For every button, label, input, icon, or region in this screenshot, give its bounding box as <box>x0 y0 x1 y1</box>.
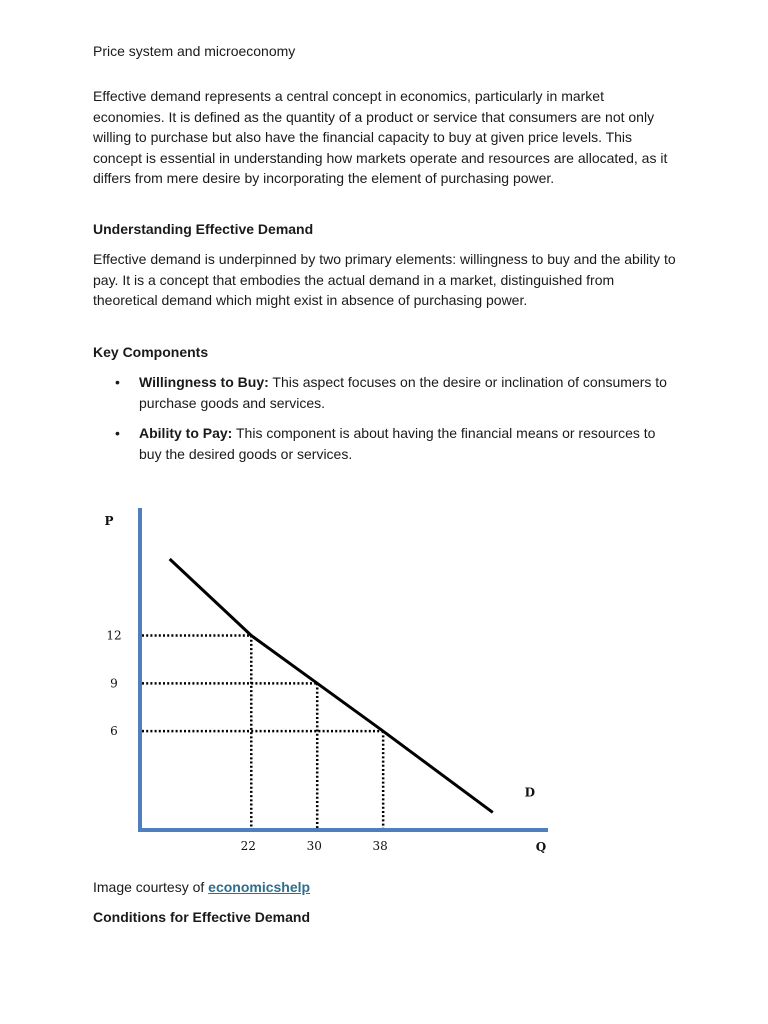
demand-curve <box>170 559 493 812</box>
guide-lines <box>142 636 383 828</box>
economicshelp-link[interactable]: economicshelp <box>208 879 311 895</box>
section-heading-understanding: Understanding Effective Demand <box>93 221 314 237</box>
bullet-icon: • <box>115 425 120 442</box>
y-tick-label: 12 <box>106 628 122 643</box>
x-tick-label: 38 <box>372 839 388 853</box>
x-tick-label: 30 <box>306 839 322 853</box>
bullet-icon: • <box>115 374 120 390</box>
understanding-paragraph: Effective demand is underpinned by two primary elements: willingness to buy and the ability to pay. It is a concept that embodies the actual demand in a market, distinguished from theoretical demand which might exist in absence of purchasing power. <box>93 251 676 309</box>
bullet-term: Willingness to Buy: <box>139 374 269 390</box>
y-tick-label: 9 <box>110 676 118 691</box>
demand-curve-label: D <box>524 785 535 800</box>
section-heading-conditions: Conditions for Effective Demand <box>93 909 311 925</box>
caption-prefix: Image courtesy of <box>93 879 209 895</box>
y-tick-label: 6 <box>110 724 118 739</box>
page-header: Price system and microeconomy <box>93 43 296 59</box>
bullet-term: Ability to Pay: <box>139 425 233 442</box>
quantity-axis-label: Q <box>535 840 547 854</box>
x-tick-label: 22 <box>240 839 256 853</box>
section-heading-key-components: Key Components <box>93 344 209 360</box>
bullet-text: This component is about having the financial means or resources to buy the desired goods or services. <box>139 425 656 462</box>
intro-paragraph: Effective demand represents a central concept in economics, particularly in market economies. It is defined as the quantity of a product or service that consumers are not only willing to purchase but also have the financial capacity to buy at given price levels. This concept is essential in understanding how markets operate and resources are allocated, as it differs from mere desire by incorporating the element of purchasing power. <box>93 88 668 187</box>
bullet-text: This aspect focuses on the desire or inclination of consumers to purchase goods and services. <box>139 374 667 411</box>
price-axis-label: P <box>104 514 114 528</box>
